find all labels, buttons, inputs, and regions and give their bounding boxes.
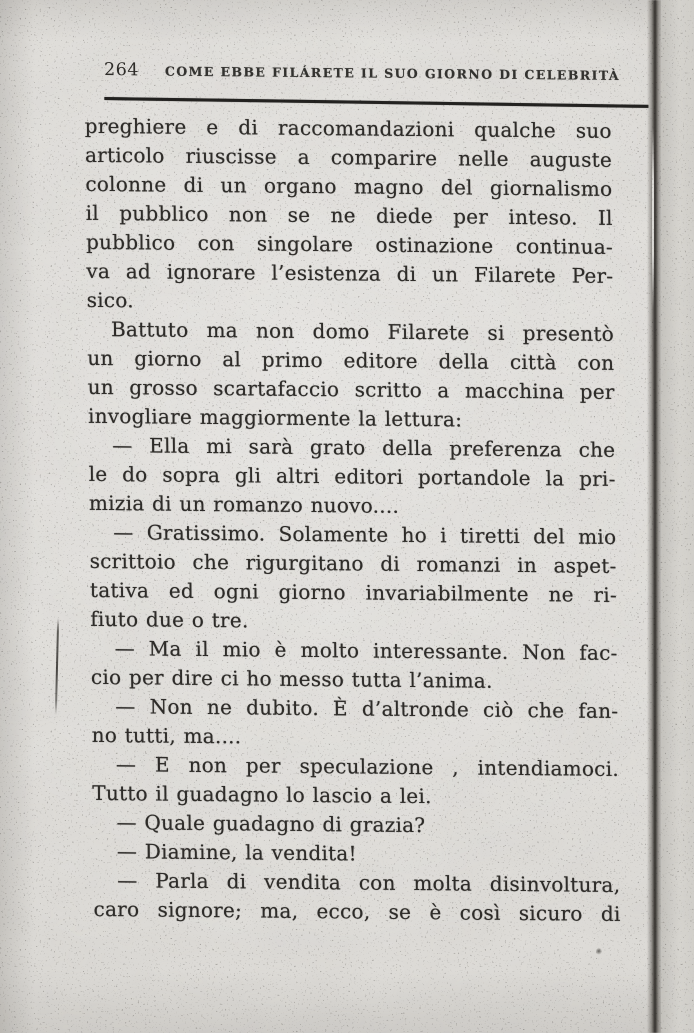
text-line: — Quale guadagno di grazia? <box>116 810 426 838</box>
text-line: scrittoio che rigurgitano di romanzi in aspet- <box>89 548 617 578</box>
text-line: fiuto due o tre. <box>90 606 249 633</box>
text-line: sico. <box>86 287 134 313</box>
text-line: mizia di un romanzo nuovo.... <box>88 490 400 518</box>
text-line: — Ella mi sarà grato della preferenza che <box>112 433 616 462</box>
text-line: colonne di un organo magno del giornalismo <box>85 171 613 201</box>
text-line: preghiere e di raccomandazioni qualche suo <box>84 113 612 143</box>
text-line: pubblico con singolare ostinazione continua- <box>85 229 614 259</box>
text-line: caro signore; ma, ecco, se è così sicuro di <box>93 896 621 926</box>
text-line: — E non per speculazione , intendiamoci. <box>115 752 620 781</box>
text-line: — Parla di vendita con molta disinvoltura, <box>117 868 621 897</box>
text-line: — Non ne dubito. È d’altronde ciò che fan- <box>115 694 619 723</box>
page-edge-highlight <box>652 128 654 308</box>
header-rule-divider <box>104 97 648 107</box>
text-line: — Diamine, la vendita! <box>116 839 357 866</box>
page-header <box>104 60 648 85</box>
text-line: — Ma il mio è molto interessante. Non fac- <box>114 636 618 665</box>
text-line: Tutto il guadagno lo lascio a lei. <box>92 780 432 809</box>
text-line: invogliare maggiormente la lettura: <box>87 403 463 432</box>
page-number: 264 <box>103 59 140 81</box>
text-line: un grosso scartafaccio scritto a macchina per <box>87 374 615 404</box>
text-line: va ad ignorare l’esistenza di un Filarete Per- <box>86 258 614 288</box>
text-line: — Gratissimo. Solamente ho i tiretti del mio <box>113 520 617 549</box>
text-line: articolo riuscisse a comparire nelle auguste <box>84 142 613 172</box>
text-line: cio per dire ci ho messo tutta l’anima. <box>90 664 493 693</box>
text-line: tativa ed ogni giorno invariabilmente ne ri- <box>89 577 618 607</box>
text-line: il pubblico non se ne diede per inteso. Il <box>85 200 613 230</box>
text-line: Battuto ma non domo Filarete si presentò <box>110 317 615 346</box>
text-line: le do sopra gli altri editori portandole la pri- <box>88 461 616 491</box>
body-text-block <box>85 112 621 929</box>
running-title: COME EBBE FILÁRETE IL SUO GIORNO DI CELEBRITÀ <box>164 63 621 83</box>
adjacent-page-strip <box>661 0 694 1033</box>
text-line: no tutti, ma.... <box>91 722 242 749</box>
text-line: un giorno al primo editore della città con <box>87 345 615 375</box>
ink-speck <box>596 948 602 955</box>
